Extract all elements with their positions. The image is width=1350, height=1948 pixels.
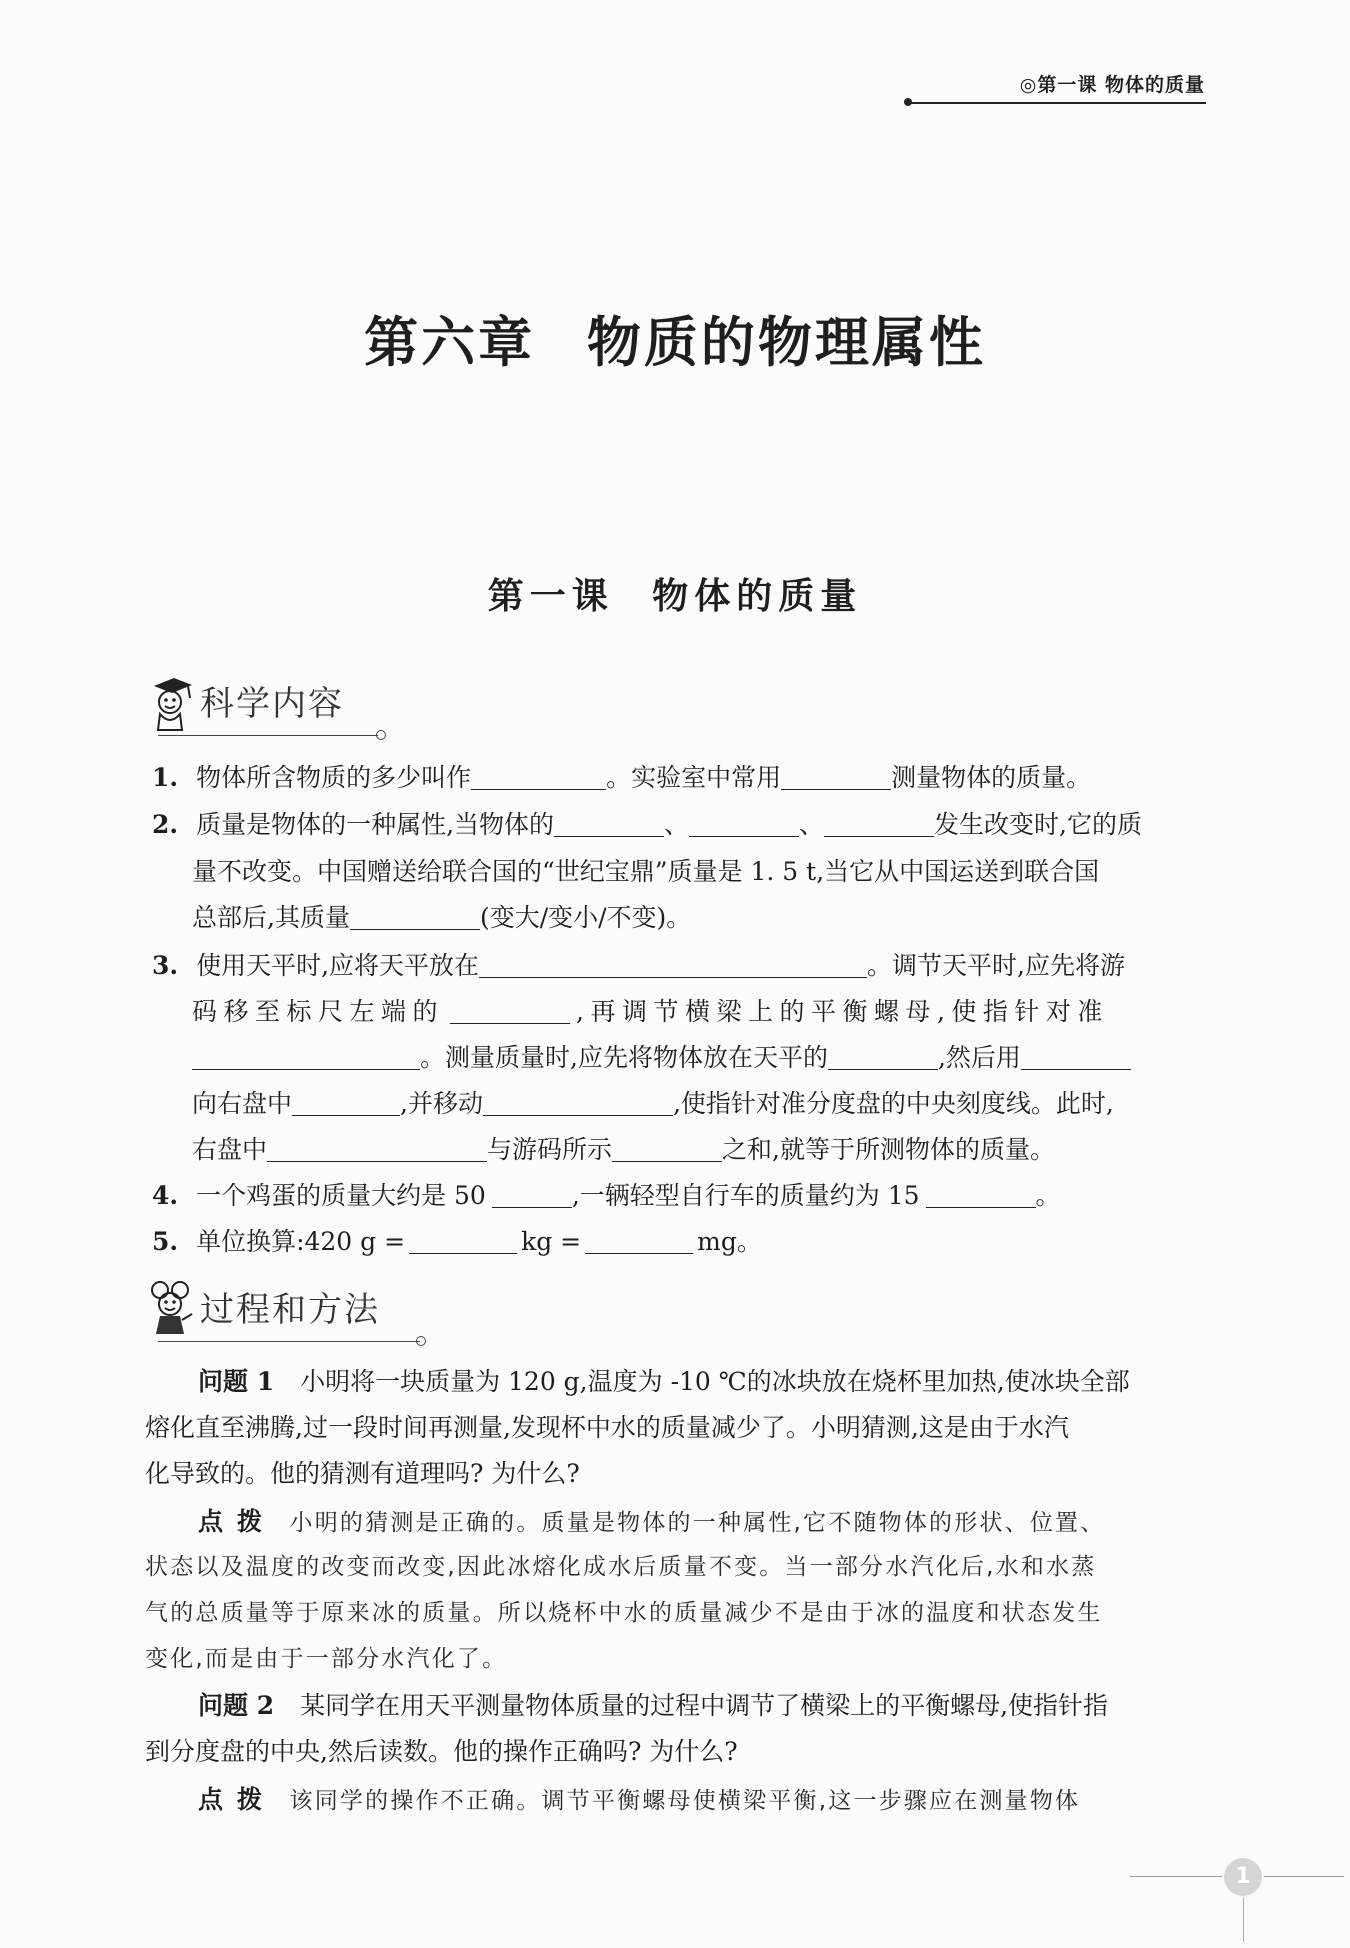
item-2-line-1: 2. 质量是物体的一种属性,当物体的 、 、 发生改变时,它的质 (152, 810, 1142, 839)
blank[interactable] (1021, 1044, 1131, 1070)
item-1: 1. 物体所含物质的多少叫作 。实验室中常用 测量物体的质量。 (152, 763, 1092, 792)
lesson-title: 第一课 物体的质量 (487, 575, 863, 617)
scholar-mascot-icon (148, 672, 194, 732)
section-underline (158, 1341, 420, 1342)
blank[interactable] (471, 764, 606, 790)
blank[interactable] (479, 952, 867, 978)
blank[interactable] (612, 1136, 722, 1162)
hint-2-line-1: 点拨 该同学的操作不正确。调节平衡螺母使横梁平衡,这一步骤应在测量物体 (198, 1785, 1081, 1814)
footer-rule-right (1264, 1876, 1344, 1877)
question-1-line-2: 熔化直至沸腾,过一段时间再测量,发现杯中水的质量减少了。小明猜测,这是由于水汽 (145, 1413, 1069, 1442)
question-2-line-2: 到分度盘的中央,然后读数。他的操作正确吗? 为什么? (145, 1737, 738, 1766)
item-4: 4. 一个鸡蛋的质量大约是 50 ,一辆轻型自行车的质量约为 15 。 (152, 1181, 1061, 1210)
running-head: ◎第一课 物体的质量 (1019, 74, 1205, 96)
item-2-line-2: 量不改变。中国赠送给联合国的“世纪宝鼎”质量是 1. 5 t,当它从中国运送到联合国 (192, 857, 1100, 886)
item-2-line-3: 总部后,其质量 (变大/变小/不变)。 (192, 903, 692, 932)
hint-1-line-4: 变化,而是由于一部分水汽化了。 (145, 1646, 508, 1672)
blank[interactable] (267, 1136, 487, 1162)
question-2-label: 问题 2 (198, 1691, 275, 1720)
blank[interactable] (828, 1044, 938, 1070)
section-label-science-content: 科学内容 (200, 684, 344, 724)
item-3-line-1: 3. 使用天平时,应将天平放在 。调节天平时,应先将游 (152, 951, 1125, 980)
blank[interactable] (483, 1090, 673, 1116)
blank[interactable] (409, 1228, 517, 1254)
header-rule (908, 102, 1206, 104)
item-5: 5. 单位换算:420 g = kg = mg。 (152, 1227, 762, 1256)
mouse-mascot-icon (148, 1278, 194, 1338)
hint-1-line-2: 状态以及温度的改变而改变,因此冰熔化成水后质量不变。当一部分水汽化后,水和水蒸 (145, 1554, 1097, 1580)
header-rule-dot (904, 98, 912, 106)
section-underline-end (376, 730, 386, 740)
blank[interactable] (450, 998, 570, 1024)
question-1-line-3: 化导致的。他的猜测有道理吗? 为什么? (145, 1459, 580, 1488)
question-1-label: 问题 1 (198, 1367, 275, 1396)
item-3-line-4: 向右盘中 ,并移动 ,使指针对准分度盘的中央刻度线。此时, (192, 1089, 1114, 1118)
page-number: 1 (1224, 1858, 1262, 1896)
question-2-line-1: 问题 2 某同学在用天平测量物体质量的过程中调节了横梁上的平衡螺母,使指针指 (198, 1691, 1109, 1720)
hint-1-label: 点拨 (198, 1507, 277, 1536)
blank[interactable] (492, 1182, 572, 1208)
section-underline-end (416, 1336, 426, 1346)
item-3-line-5: 右盘中 与游码所示 之和,就等于所测物体的质量。 (192, 1135, 1055, 1164)
hint-2-label: 点拨 (198, 1785, 277, 1814)
footer-rule-left (1130, 1876, 1222, 1877)
footer-rule-vertical (1243, 1897, 1244, 1942)
item-3-line-2: 码移至标尺左端的 ,再调节横梁上的平衡螺母,使指针对准 (192, 997, 1109, 1026)
blank[interactable] (292, 1090, 400, 1116)
question-1-line-1: 问题 1 小明将一块质量为 120 g,温度为 -10 ℃的冰块放在烧杯里加热,使冰块全部 (198, 1367, 1130, 1396)
blank[interactable] (192, 1044, 420, 1070)
item-3-line-3: 。测量质量时,应先将物体放在天平的 ,然后用 (192, 1038, 1131, 1074)
hint-1-line-3: 气的总质量等于原来冰的质量。所以烧杯中水的质量减少不是由于冰的温度和状态发生 (145, 1600, 1103, 1626)
chapter-title: 第六章 物质的物理属性 (364, 311, 986, 374)
blank[interactable] (926, 1182, 1036, 1208)
section-underline (158, 735, 378, 736)
hint-1-line-1: 点拨 小明的猜测是正确的。质量是物体的一种属性,它不随物体的形状、位置、 (198, 1507, 1106, 1536)
blank[interactable] (824, 811, 934, 837)
blank[interactable] (781, 764, 891, 790)
section-header-science-content (148, 672, 388, 742)
blank[interactable] (350, 904, 480, 930)
blank[interactable] (554, 811, 664, 837)
section-label-process-method: 过程和方法 (200, 1290, 380, 1330)
blank[interactable] (585, 1228, 693, 1254)
blank[interactable] (689, 811, 799, 837)
section-header-process-method (148, 1278, 428, 1348)
